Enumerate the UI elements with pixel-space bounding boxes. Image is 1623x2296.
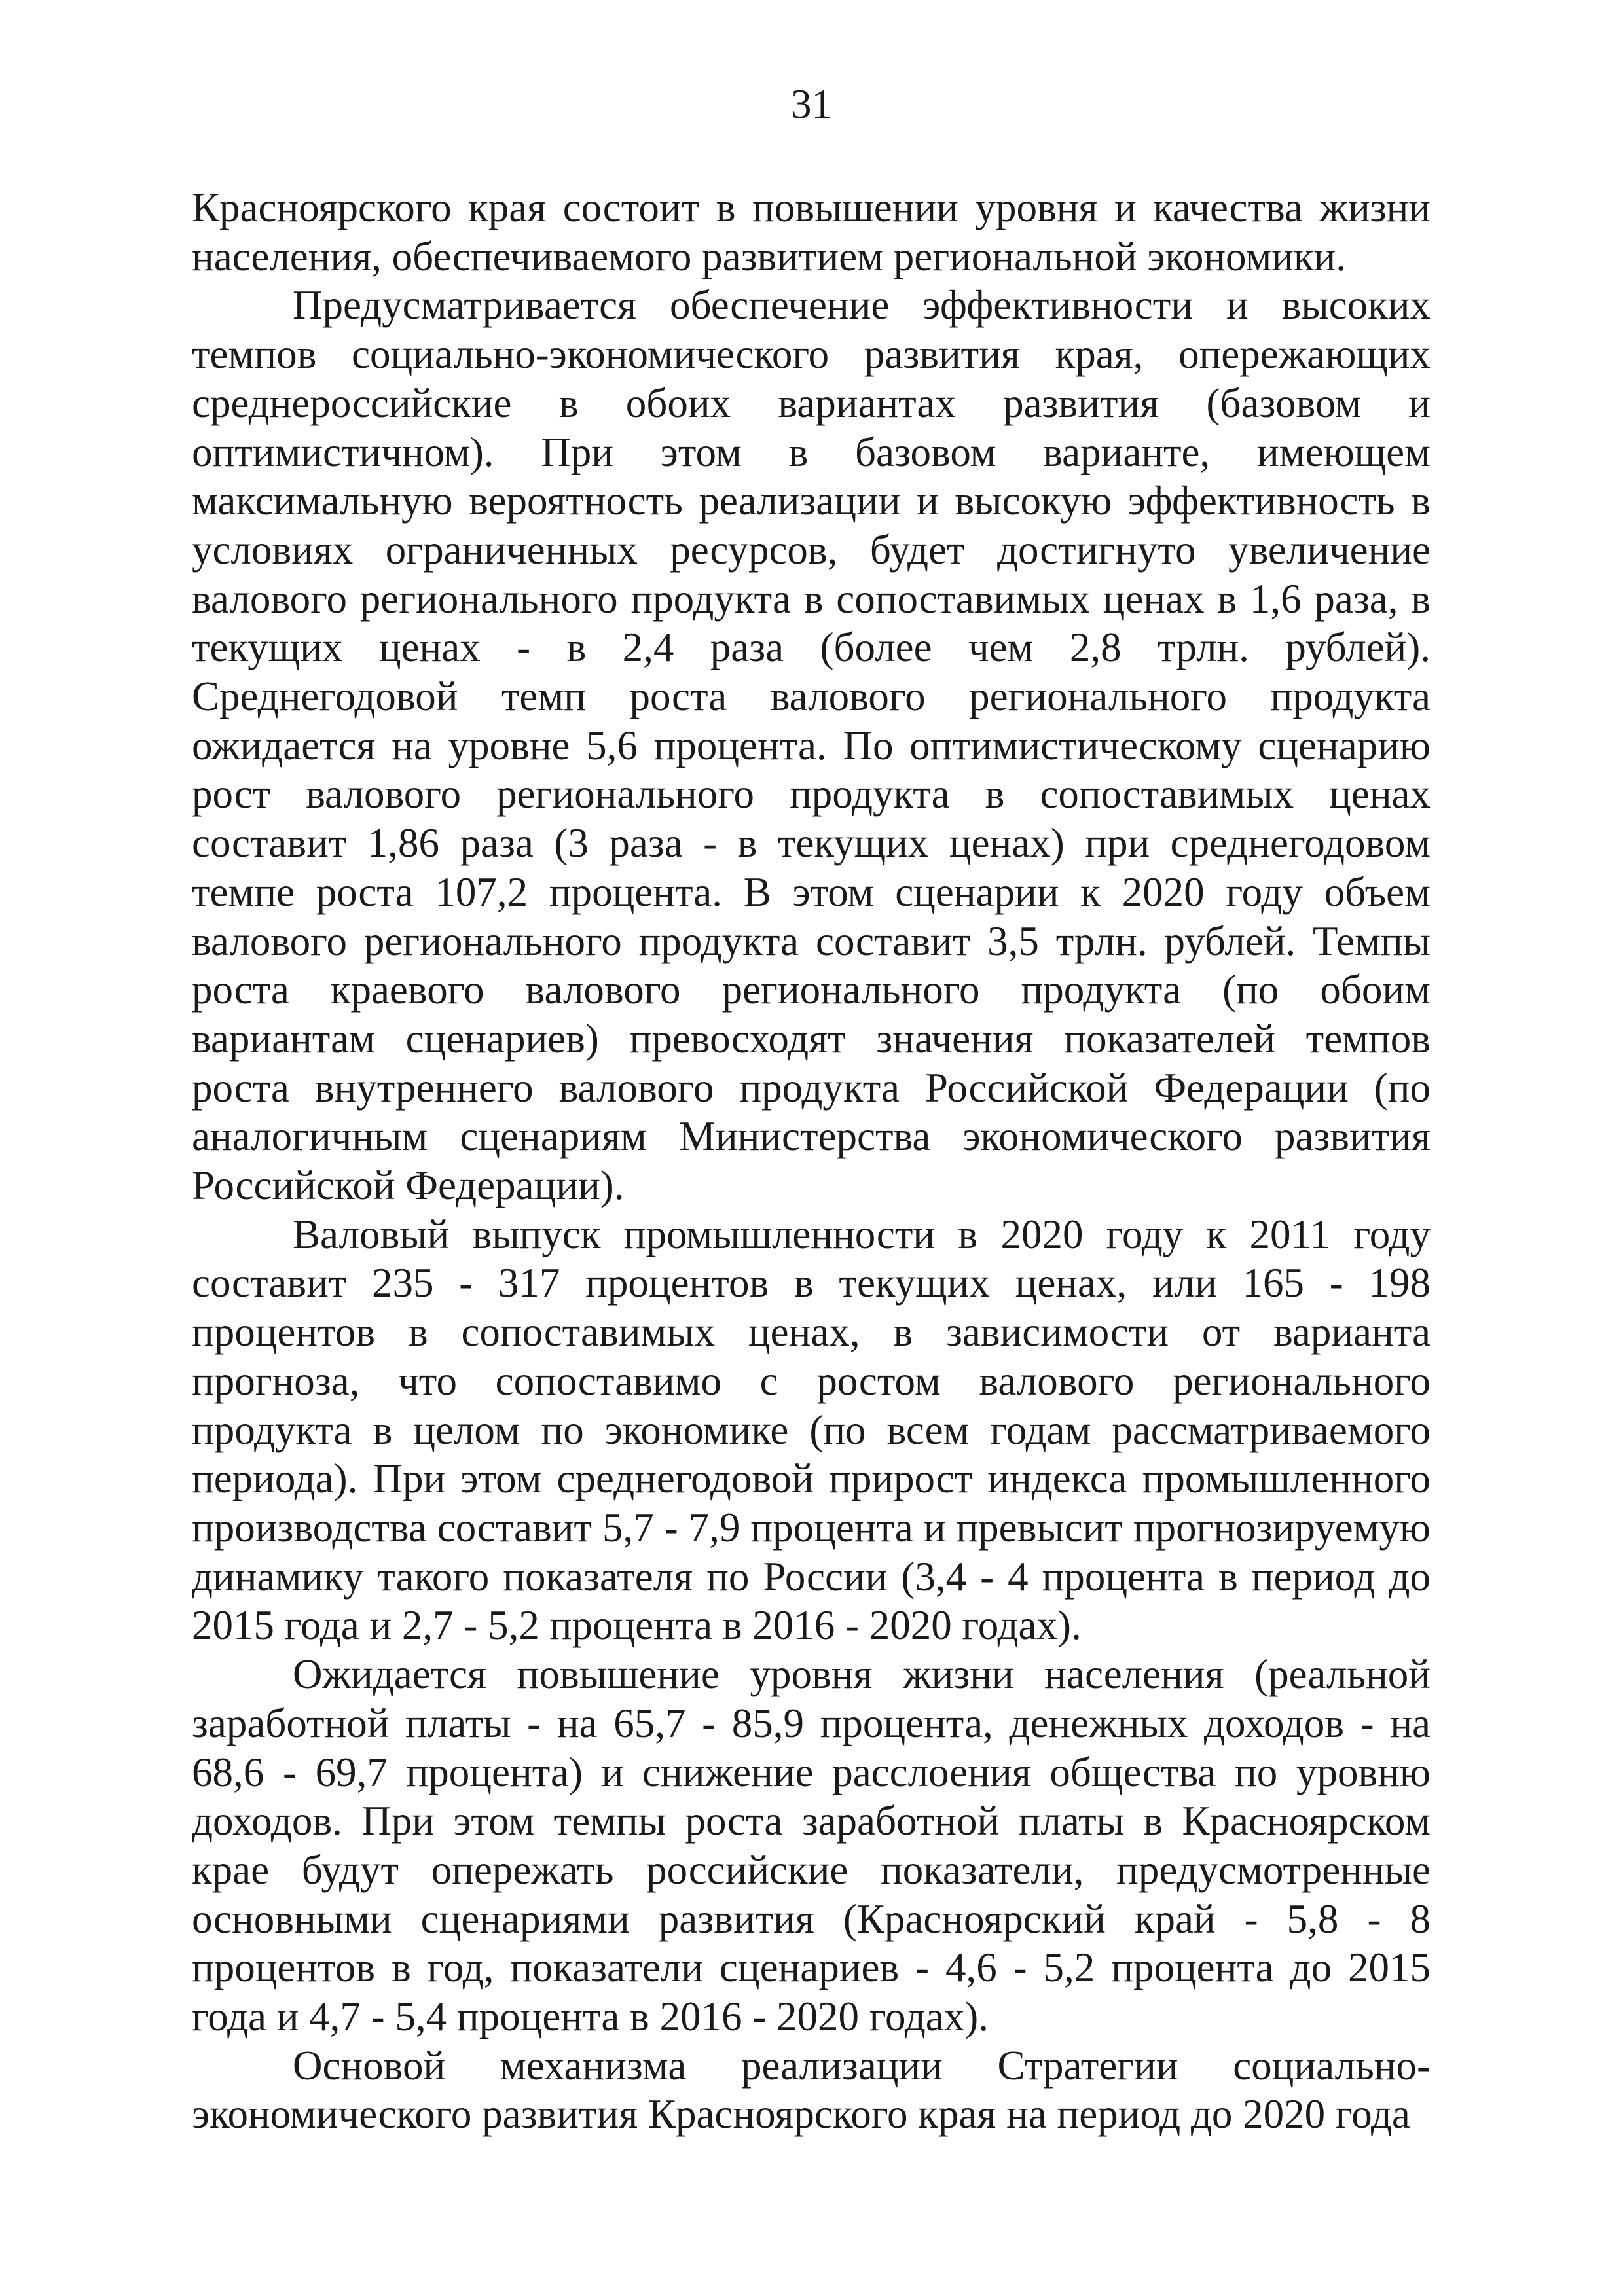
paragraph-continuation: Красноярского края состоит в повышении уровня и качества жизни населения, обеспечиваемого развитием региональной экономики. — [192, 185, 1431, 279]
page-number: 31 — [791, 81, 832, 127]
document-body — [192, 183, 1431, 2139]
paragraph-industry-output: Валовый выпуск промышленности в 2020 году к 2011 году составит 235 - 317 процентов в текущих ценах, или 165 - 198 процентов в сопоставимых ценах, в зависимости от варианта прогноза, что сопоставимо с ростом валового регионального продукта в целом по экономике (по всем годам рассматриваемого периода). При этом среднегодовой прирост индекса промышленного производства составит 5,7 - 7,9 процента и превысит прогнозируемую динамику такого показателя по России (3,4 - 4 процента в период до 2015 года и 2,7 - 5,2 процента в 2016 - 2020 годах). — [192, 1211, 1431, 1649]
paragraph-strategy-mechanism: Основой механизма реализации Стратегии социально-экономического развития Красноярского края на период до 2020 года — [192, 2042, 1431, 2138]
paragraph-grp-forecast: Предусматривается обеспечение эффективности и высоких темпов социально-экономического развития края, опережающих среднероссийские в обоих вариантах развития (базовом и оптимистичном). При этом в базовом варианте, имеющем максимальную вероятность реализации и высокую эффективность в условиях ограниченных ресурсов, будет достигнуто увеличение валового регионального продукта в сопоставимых ценах в 1,6 раза, в текущих ценах - в 2,4 раза (более чем 2,8 трлн. рублей). Среднегодовой темп роста валового регионального продукта ожидается на уровне 5,6 процента. По оптимистическому сценарию рост валового регионального продукта в сопоставимых ценах составит 1,86 раза (3 раза - в текущих ценах) при среднегодовом темпе роста 107,2 процента. В этом сценарии к 2020 году объем валового регионального продукта составит 3,5 трлн. рублей. Темпы роста краевого валового регионального продукта (по обоим вариантам сценариев) превосходят значения показателей темпов роста внутреннего валового продукта Российской Федерации (по аналогичным сценариям Министерства экономического развития Российской Федерации). — [192, 282, 1431, 1209]
paragraph-living-standards: Ожидается повышение уровня жизни населения (реальной заработной платы - на 65,7 - 85,9 процента, денежных доходов - на 68,6 - 69,7 процента) и снижение расслоения общества по уровню доходов. При этом темпы роста заработной платы в Красноярском крае будут опережать российские показатели, предусмотренные основными сценариями развития (Красноярский край - 5,8 - 8 процентов в год, показатели сценариев - 4,6 - 5,2 процента до 2015 года и 4,7 - 5,4 процента в 2016 - 2020 годах). — [192, 1651, 1431, 2040]
